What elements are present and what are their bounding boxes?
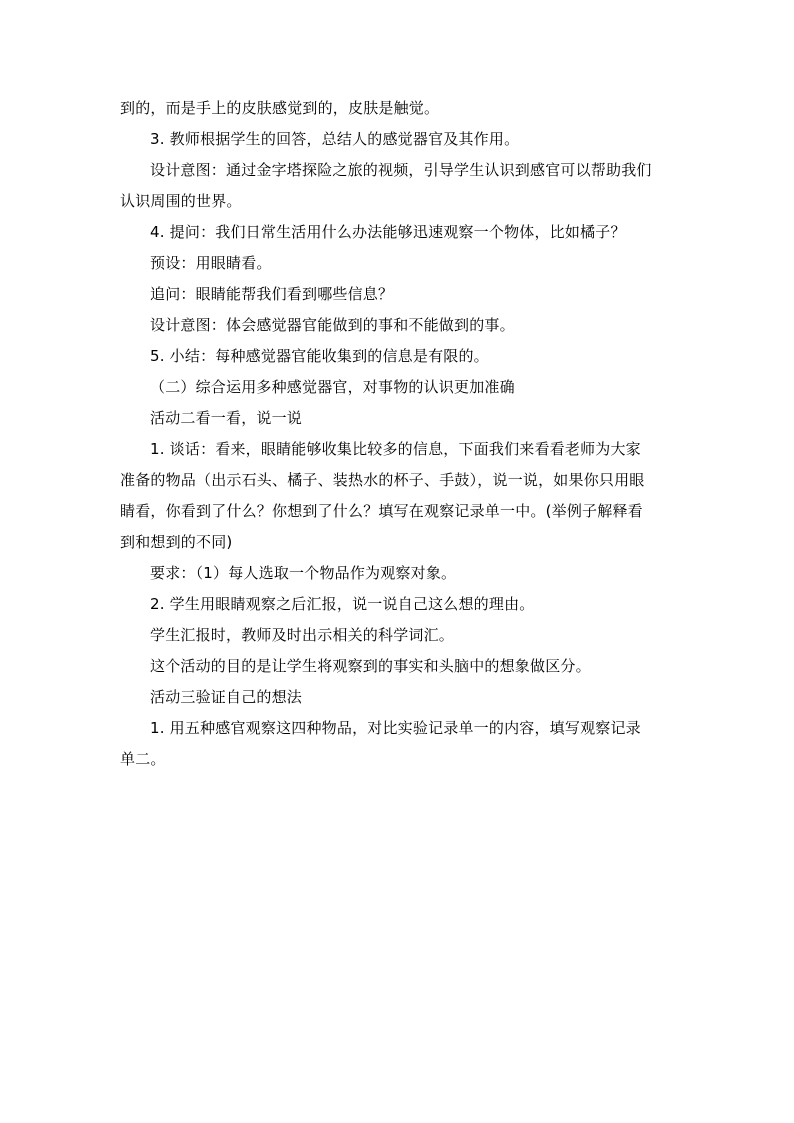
paragraph-line-14: 睛看，你看到了什么？你想到了什么？填写在观察记录单一中。(举例子解释看 <box>120 502 643 520</box>
paragraph-line-12: 1. 谈话：看来，眼睛能够收集比较多的信息，下面我们来看看老师为大家 <box>150 440 641 458</box>
paragraph-line-16: 要求：（1）每人选取一个物品作为观察对象。 <box>150 564 457 582</box>
paragraph-line-21: 1. 用五种感官观察这四种物品，对比实验记录单一的内容，填写观察记录 <box>150 719 641 737</box>
paragraph-line-17: 2. 学生用眼睛观察之后汇报，说一说自己这么想的理由。 <box>150 595 535 613</box>
activity-heading-2: 活动二看一看，说一说 <box>150 409 303 427</box>
paragraph-line-15: 到和想到的不同) <box>120 533 233 551</box>
paragraph-line-13: 准备的物品（出示石头、橘子、装热水的杯子、手鼓），说一说，如果你只用眼 <box>120 471 645 489</box>
paragraph-line-4: 认识周围的世界。 <box>120 192 242 210</box>
paragraph-line-8: 设计意图：体会感觉器官能做到的事和不能做到的事。 <box>150 316 515 334</box>
paragraph-line-2: 3. 教师根据学生的回答，总结人的感觉器官及其作用。 <box>150 130 520 148</box>
paragraph-line-5: 4. 提问：我们日常生活用什么办法能够迅速观察一个物体，比如橘子？ <box>150 223 626 241</box>
paragraph-line-6: 预设：用眼睛看。 <box>150 254 272 272</box>
activity-heading-3: 活动三验证自己的想法 <box>150 688 303 706</box>
paragraph-line-1: 到的，而是手上的皮肤感觉到的，皮肤是触觉。 <box>120 99 440 117</box>
paragraph-line-7: 追问：眼睛能帮我们看到哪些信息？ <box>150 285 394 303</box>
paragraph-line-9: 5. 小结：每种感觉器官能收集到的信息是有限的。 <box>150 347 489 365</box>
paragraph-line-18: 学生汇报时，教师及时出示相关的科学词汇。 <box>150 626 455 644</box>
paragraph-line-3: 设计意图：通过金字塔探险之旅的视频，引导学生认识到感官可以帮助我们 <box>150 161 652 179</box>
paragraph-line-22: 单二。 <box>120 750 166 768</box>
section-heading: （二）综合运用多种感觉器官，对事物的认识更加准确 <box>150 378 515 396</box>
paragraph-line-19: 这个活动的目的是让学生将观察到的事实和头脑中的想象做区分。 <box>150 657 591 675</box>
